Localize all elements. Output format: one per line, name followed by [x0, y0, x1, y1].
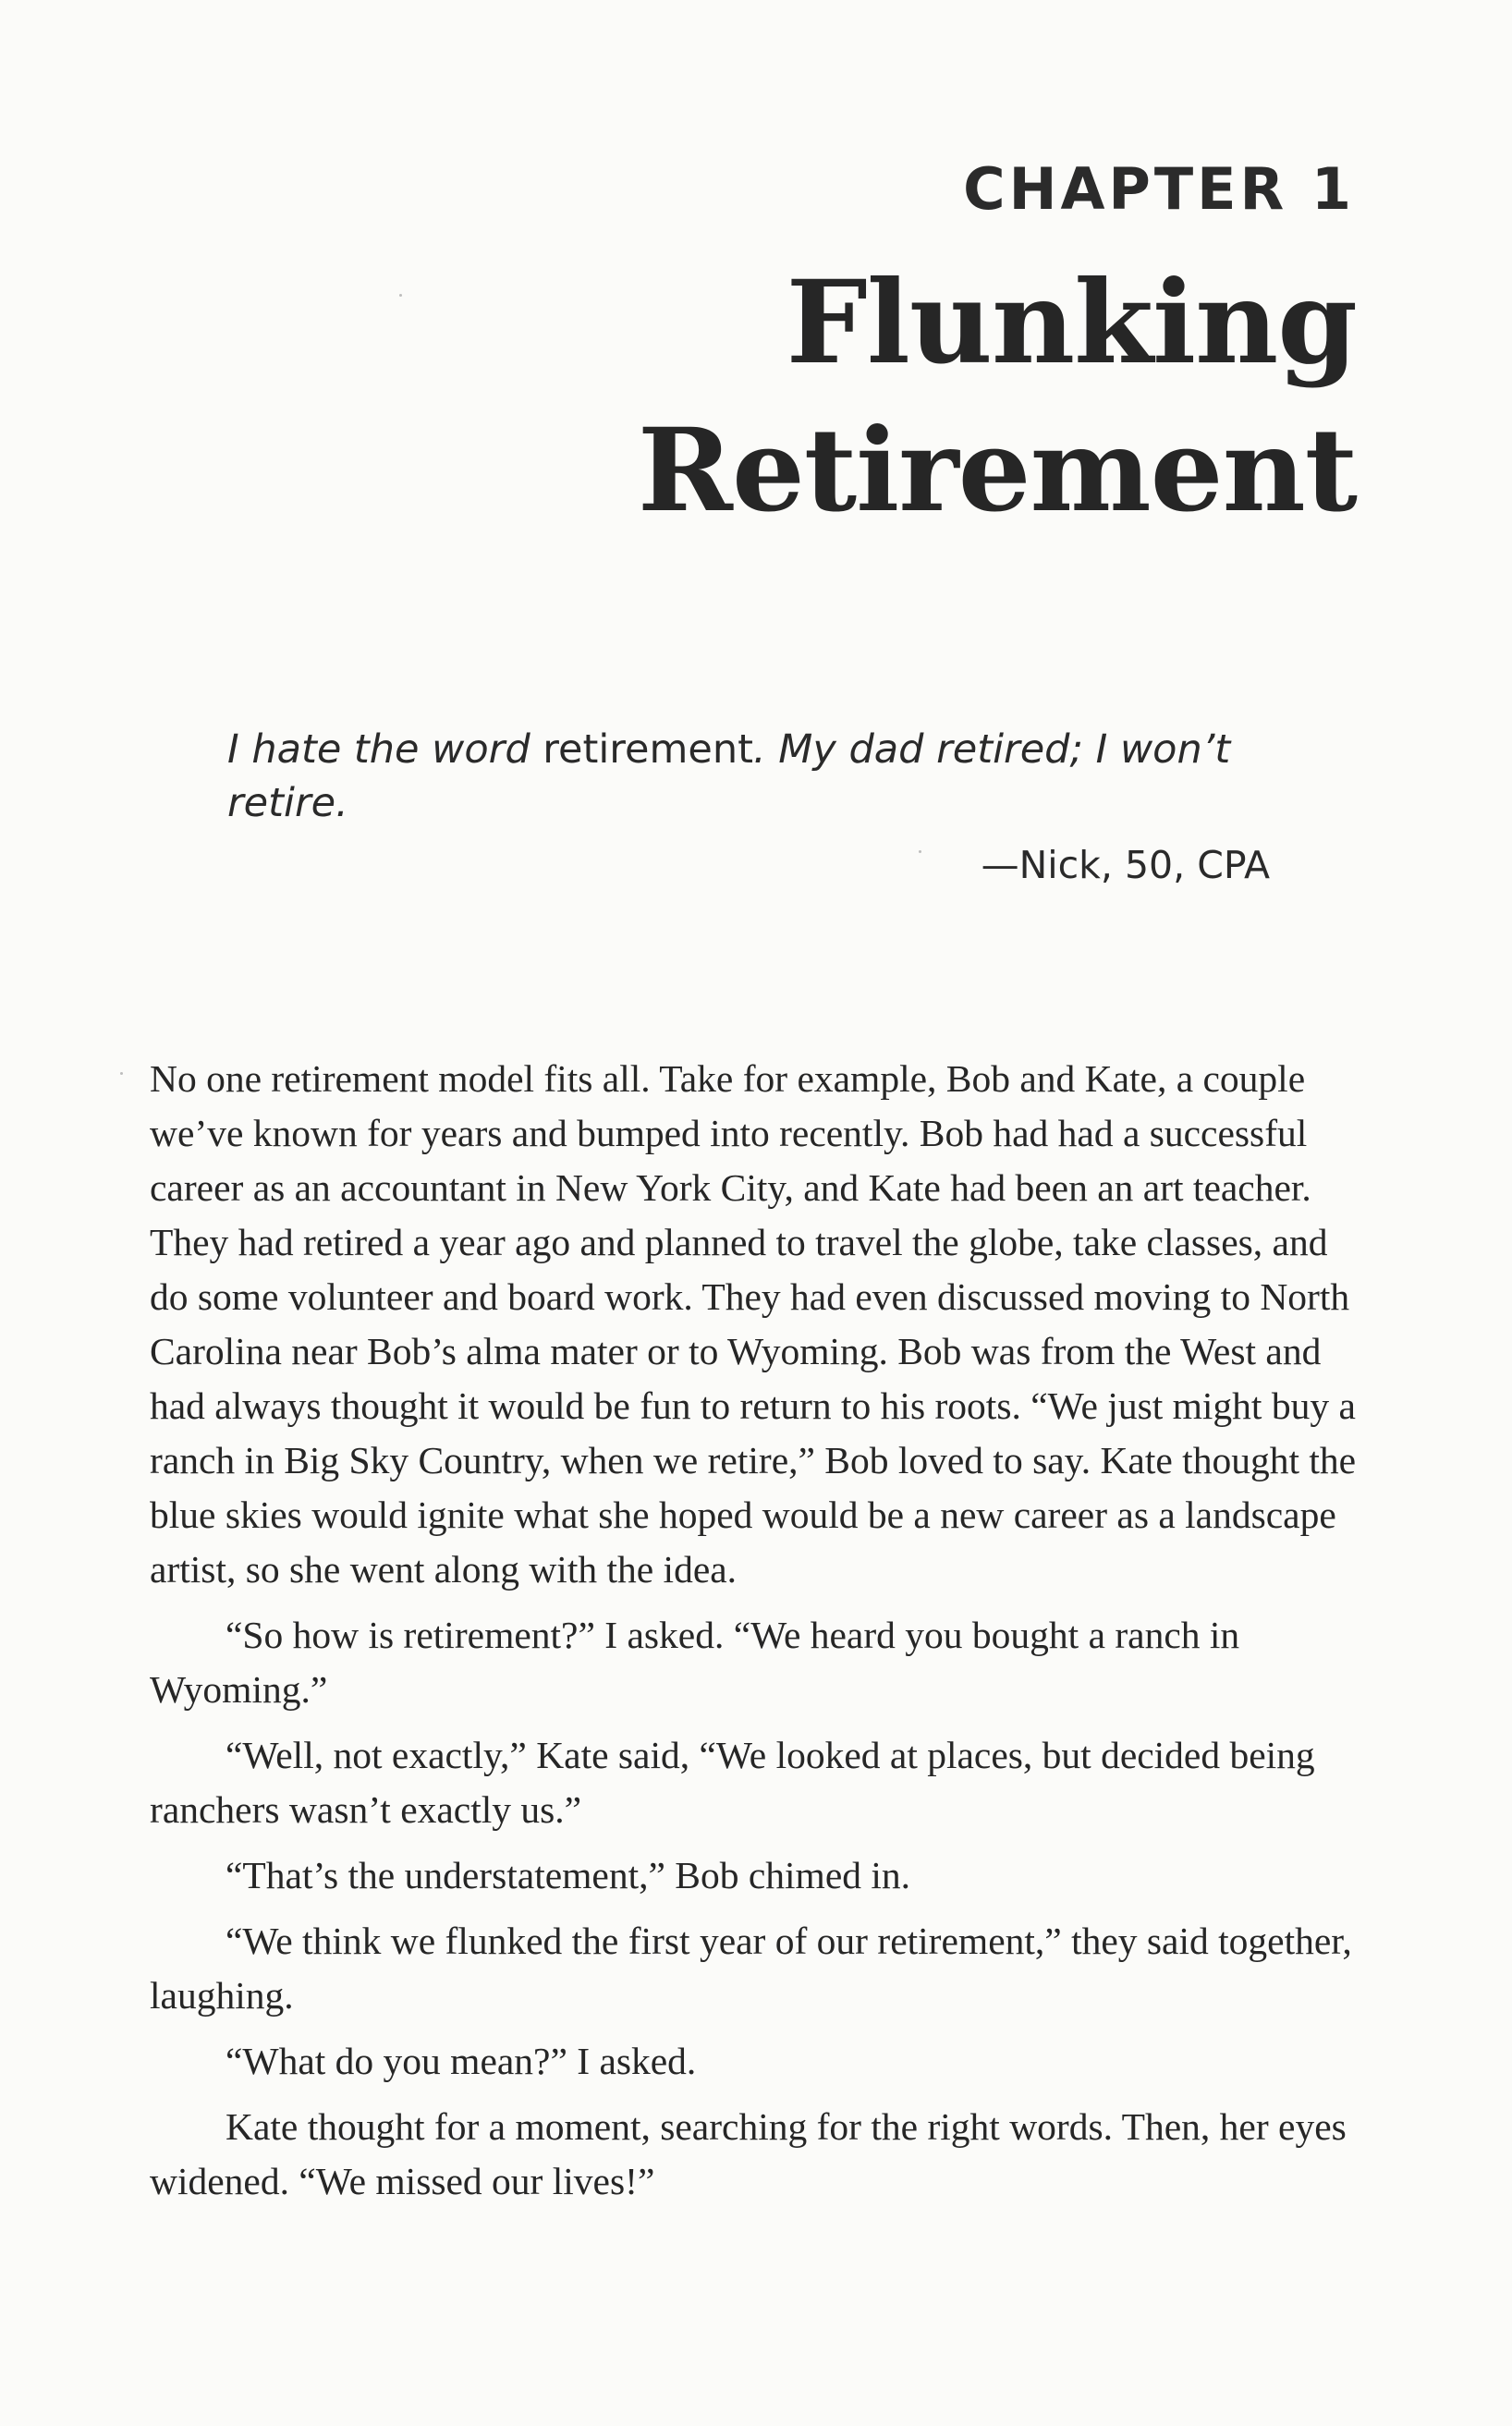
body-paragraph: “So how is retirement?” I asked. “We heard you bought a ranch in Wyoming.”: [150, 1614, 1240, 1711]
epigraph-quote: [227, 723, 1272, 830]
epigraph-part-2: retirement: [543, 726, 753, 773]
body-paragraph: No one retirement model fits all. Take for example, Bob and Kate, a couple we’ve known for years and bumped into recently. Bob had had a successful career as an accountant in New York City, and Kate had been an art teacher. They had retired a year ago and planned to travel the globe, take classes, and do some volunteer and board work. They had even discussed moving to North Carolina near Bob’s alma mater or to Wyoming. Bob was from the West and had always thought it would be fun to return to his roots. “We just might buy a ranch in Big Sky Country, when we retire,” Bob loved to say. Kate thought the blue skies would ignite what she hoped would be a new career as a landscape artist, so she went along with the idea.: [150, 1057, 1357, 1591]
chapter-title-line-1: Flunking: [786, 256, 1357, 390]
epigraph-attribution: —Nick, 50, CPA: [981, 843, 1270, 887]
scan-speck: [120, 1072, 123, 1075]
body-paragraph: “Well, not exactly,” Kate said, “We looked at places, but decided being ranchers wasn’t exactly us.”: [150, 1734, 1315, 1831]
body-paragraph: “We think we flunked the first year of our retirement,” they said together, laughing.: [150, 1920, 1352, 2017]
epigraph-part-1: I hate the word: [227, 726, 543, 773]
body-paragraph: “What do you mean?” I asked.: [226, 2040, 697, 2082]
body-paragraph: “That’s the understatement,” Bob chimed in.: [226, 1854, 911, 1896]
chapter-label: CHAPTER 1: [963, 155, 1355, 223]
scan-speck: [919, 850, 921, 853]
chapter-title: [340, 250, 1357, 545]
body-paragraph: Kate thought for a moment, searching for the right words. Then, her eyes widened. “We missed our lives!”: [150, 2105, 1347, 2202]
epigraph-part-3: . My dad retired; I won’t retire.: [227, 726, 1231, 826]
chapter-title-line-2: Retirement: [637, 404, 1357, 538]
body-text: [150, 1052, 1360, 2220]
